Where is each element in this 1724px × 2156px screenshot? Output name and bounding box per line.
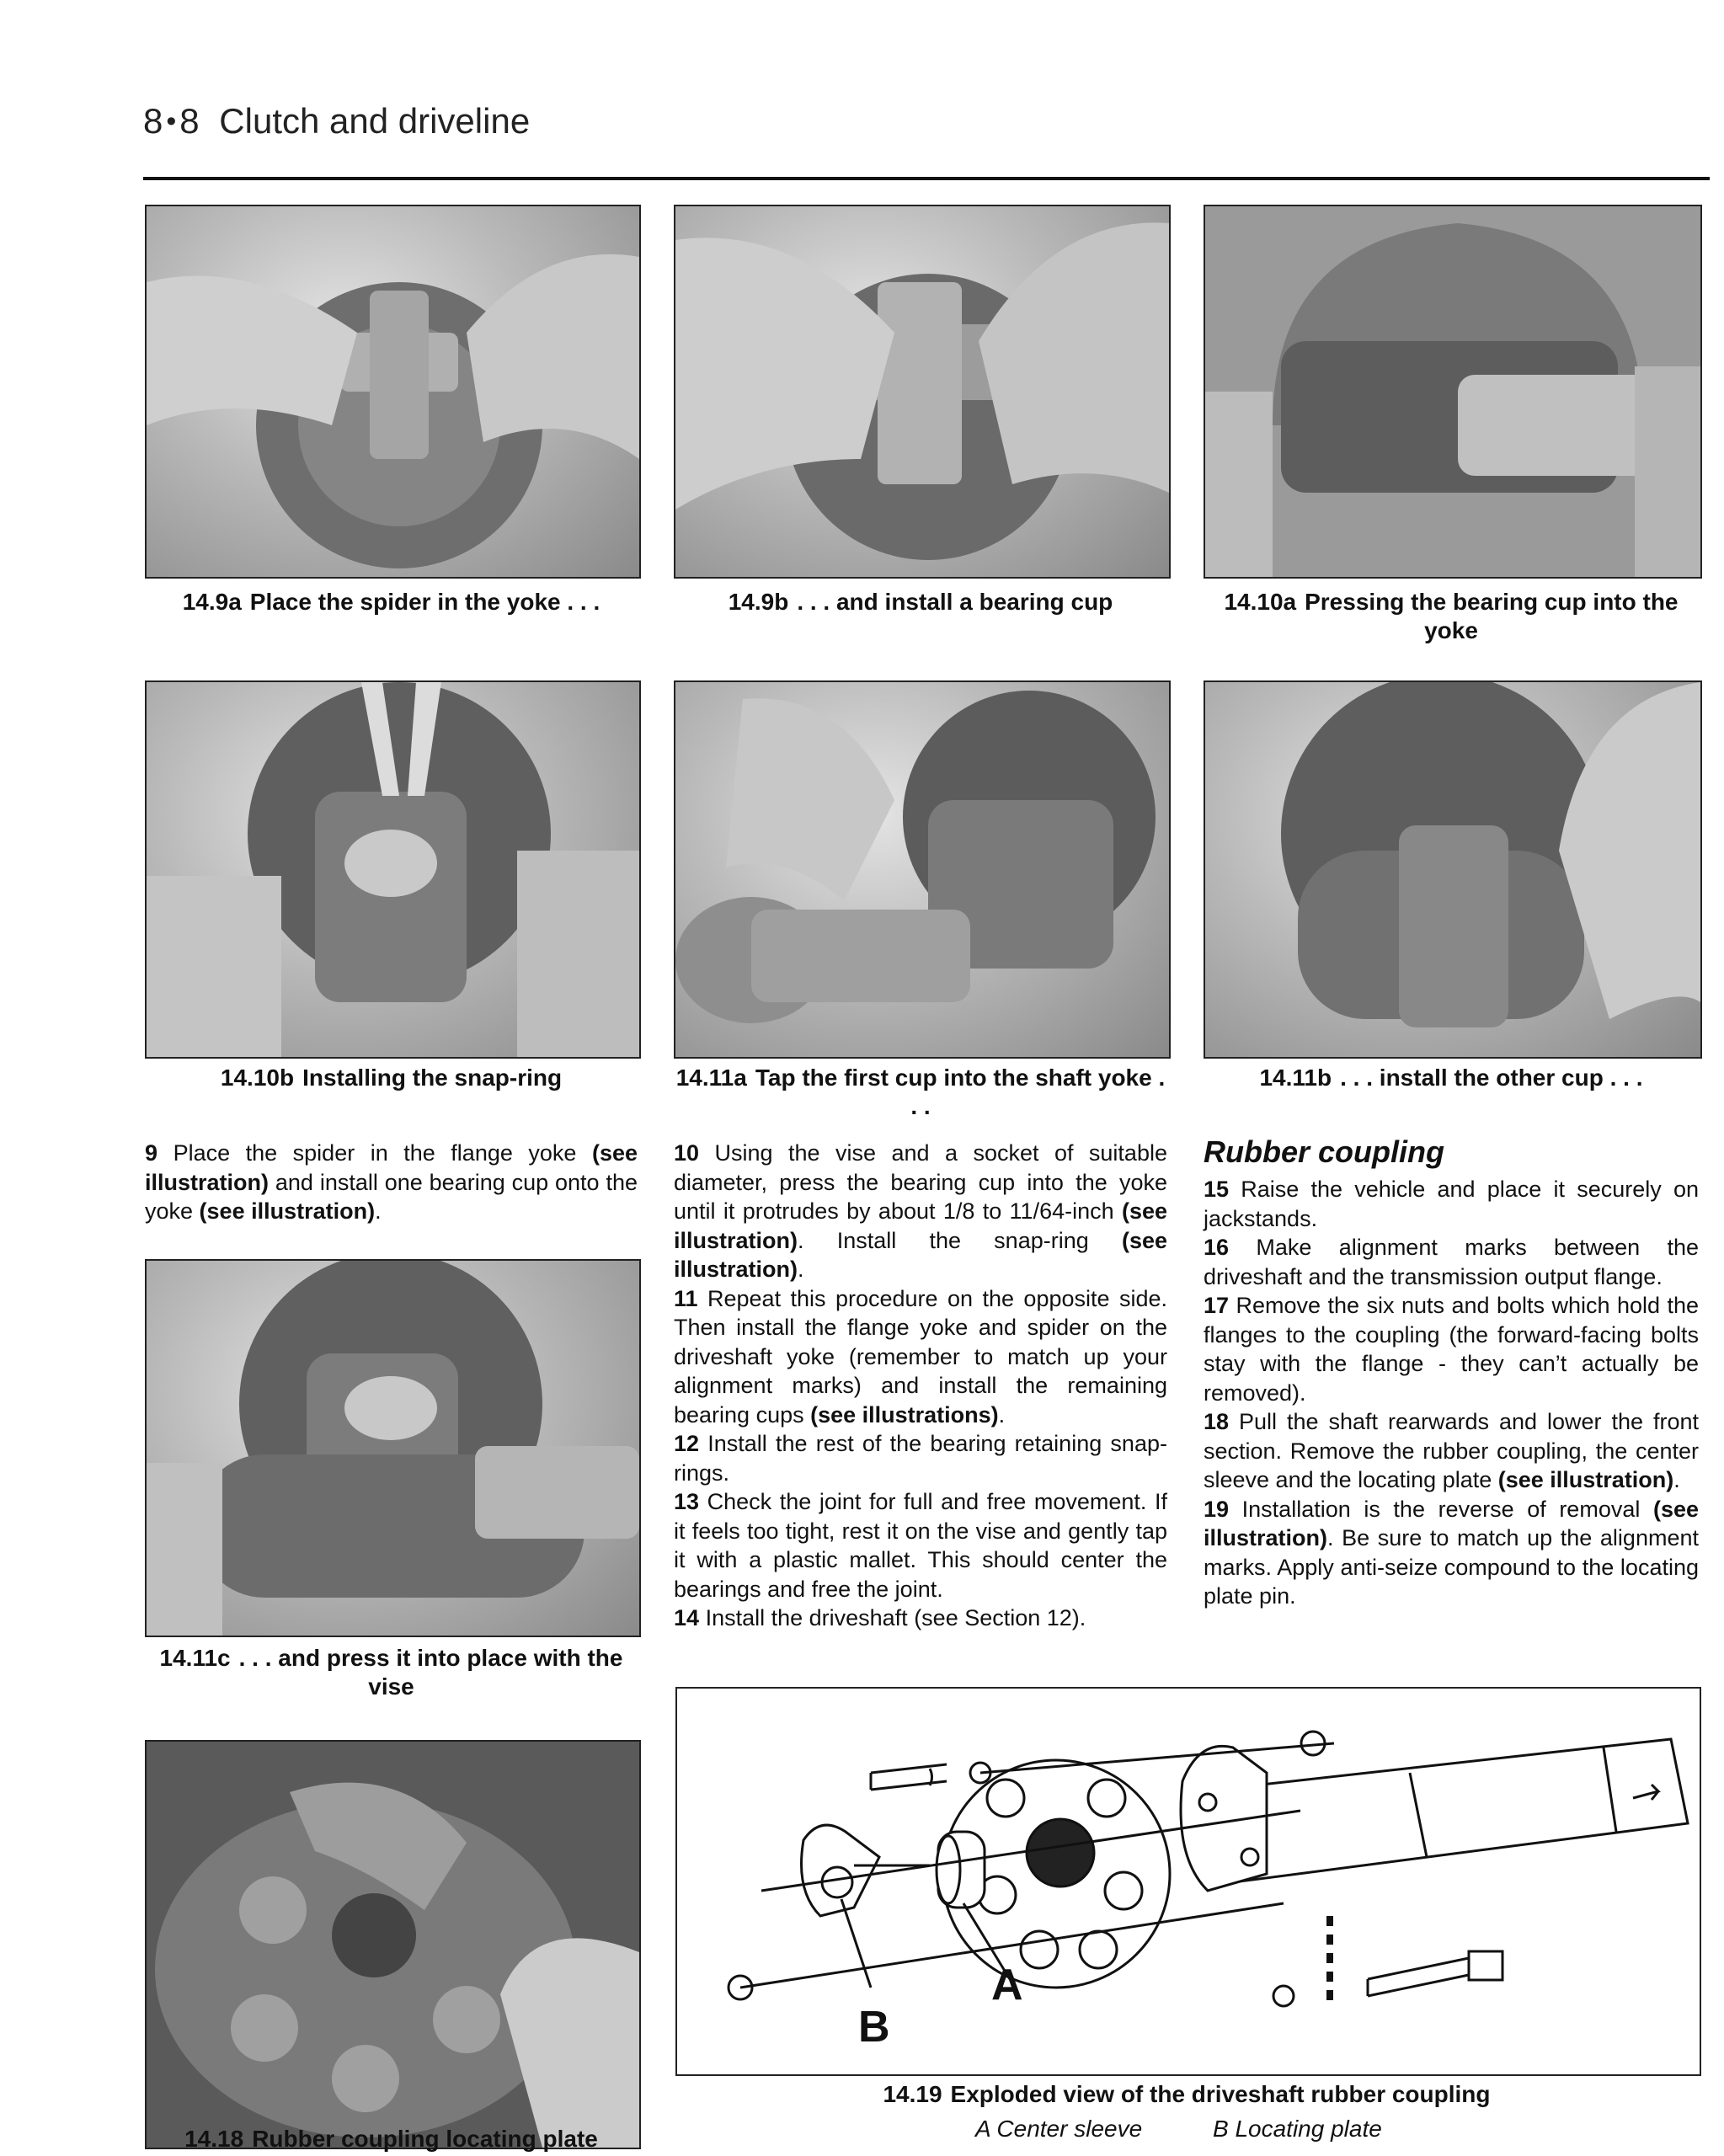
exploded-view-drawing <box>677 1689 1700 2074</box>
step-number: 12 <box>674 1431 700 1456</box>
photo-illustration <box>1205 682 1700 1057</box>
caption-14-10a <box>1204 588 1699 645</box>
step-19 <box>1204 1495 1699 1611</box>
step-number: 13 <box>674 1489 700 1514</box>
step-12 <box>674 1429 1167 1487</box>
photo-illustration <box>675 206 1169 577</box>
step-ref: (see illustration) <box>1497 1467 1674 1492</box>
figure-number: 14.19 <box>883 2081 942 2107</box>
step-text: Make alignment marks between the driveshaft and the transmission output flange. <box>1204 1235 1699 1289</box>
legend-locating-plate: B Locating plate <box>1213 2116 1382 2142</box>
caption-14-11a <box>674 1064 1167 1121</box>
photo-14-18 <box>145 1740 641 2149</box>
step-text: . Install the snap-ring <box>798 1227 1122 1253</box>
step-text: Repeat this procedure on the opposite side. Then install the flange yoke and spider on the driveshaft yoke (remember to match up your alignment marks) and install the remaining bearing cups <box>674 1285 1167 1428</box>
legend-center-sleeve: A Center sleeve <box>975 2116 1143 2142</box>
figure-caption: Pressing the bearing cup into the yoke <box>1305 589 1679 643</box>
step-text: . Be sure to match up the alignment marks. Apply anti-seize compound to the locating plate pin. <box>1204 1525 1699 1609</box>
caption-14-9a <box>145 588 638 616</box>
step-ref: (see illustration) <box>199 1198 376 1224</box>
photo-14-10a <box>1204 205 1702 579</box>
step-text: Install the driveshaft (see Section 12). <box>705 1605 1086 1630</box>
step-text: . <box>998 1401 1006 1428</box>
caption-14-11c <box>145 1644 638 1701</box>
figure-caption: Installing the snap-ring <box>302 1065 563 1091</box>
label-b: B <box>858 2003 890 2052</box>
step-ref: (see illustration) <box>145 1140 638 1195</box>
step-17 <box>1204 1291 1699 1407</box>
figure-caption: Tap the first cup into the shaft yoke . . . <box>755 1065 1166 1119</box>
section-title: Clutch and driveline <box>219 101 531 141</box>
figure-caption: . . . and install a bearing cup <box>797 589 1113 615</box>
step-ref: (see illustration) <box>1204 1496 1699 1550</box>
step-number: 17 <box>1204 1293 1230 1318</box>
step-number: 15 <box>1204 1177 1230 1202</box>
step-15 <box>1204 1175 1699 1233</box>
step-text: and install one bearing cup onto the yoke <box>145 1169 638 1224</box>
photo-illustration <box>147 206 639 577</box>
step-text: Remove the six nuts and bolts which hold the flanges to the coupling (the forward-facing bolts stay with the flange - they can’t actually be removed). <box>1204 1293 1699 1406</box>
figure-number: 14.11a <box>675 1065 747 1091</box>
photo-14-9a <box>145 205 641 579</box>
step-text: Installation is the reverse of removal <box>1241 1496 1653 1522</box>
photo-14-10b <box>145 680 641 1059</box>
figure-caption: . . . install the other cup . . . <box>1340 1065 1643 1091</box>
step-text: Pull the shaft rearwards and lower the front section. Remove the rubber coupling, the center sleeve and the locating plate <box>1204 1409 1699 1492</box>
step-number: 19 <box>1204 1496 1230 1522</box>
step-number: 14 <box>674 1605 700 1630</box>
step-number: 9 <box>145 1140 158 1166</box>
step-text: . <box>1673 1467 1680 1492</box>
caption-14-18 <box>145 2125 638 2153</box>
step-number: 11 <box>674 1285 698 1311</box>
bullet-glyph: • <box>166 105 177 137</box>
figure-number: 14.9a <box>182 589 242 615</box>
step-16 <box>1204 1233 1699 1291</box>
subheading-rubber-coupling: Rubber coupling <box>1204 1134 1444 1169</box>
figure-number: 14.18 <box>184 2126 244 2152</box>
step-ref: (see illustration) <box>674 1198 1167 1253</box>
figure-caption: . . . and press it into place with the vise <box>238 1645 623 1700</box>
step-18 <box>1204 1407 1699 1495</box>
photo-illustration <box>675 682 1169 1057</box>
step-text: Install the rest of the bearing retaining snap-rings. <box>674 1431 1167 1486</box>
step-number: 18 <box>1204 1409 1230 1434</box>
photo-illustration <box>147 682 639 1057</box>
photo-14-11b <box>1204 680 1702 1059</box>
step-number: 10 <box>674 1140 700 1166</box>
step-ref: (see illustration) <box>674 1227 1167 1282</box>
photo-illustration <box>147 1261 639 1636</box>
label-a: A <box>991 1961 1023 2009</box>
figure-number: 14.10b <box>220 1065 295 1091</box>
step-text: Raise the vehicle and place it securely on jackstands. <box>1204 1177 1699 1231</box>
photo-illustration <box>1205 206 1700 577</box>
photo-14-11c <box>145 1259 641 1637</box>
caption-14-11b <box>1204 1064 1699 1092</box>
photo-14-9b <box>674 205 1171 579</box>
caption-14-10b <box>145 1064 638 1092</box>
figure-number: 14.11b <box>1259 1065 1332 1091</box>
text-column-3 <box>1204 1133 1699 1611</box>
caption-14-19 <box>675 2080 1698 2109</box>
caption-14-9b <box>674 588 1167 616</box>
step-text: Check the joint for full and free movement. If it feels too tight, rest it on the vise and gently tap it with a plastic mallet. This should center the bearings and free the joint. <box>674 1489 1167 1602</box>
figure-number: 14.11c <box>159 1645 231 1671</box>
photo-14-11a <box>674 680 1171 1059</box>
figure-number: 14.9b <box>728 589 789 615</box>
page-header <box>143 101 530 141</box>
step-text: Place the spider in the flange yoke <box>173 1140 592 1166</box>
step-text: . <box>375 1198 382 1224</box>
page-subnumber: 8 <box>179 101 200 141</box>
step-11 <box>674 1284 1167 1430</box>
header-rule <box>143 177 1710 180</box>
step-13 <box>674 1487 1167 1604</box>
figure-caption: Exploded view of the driveshaft rubber coupling <box>950 2081 1491 2107</box>
figure-number: 14.10a <box>1224 589 1297 615</box>
step-ref: (see illustrations) <box>810 1401 999 1428</box>
step-number: 16 <box>1204 1235 1230 1260</box>
figure-caption: Place the spider in the yoke . . . <box>249 589 600 615</box>
text-column-1 <box>145 1139 638 1226</box>
page-number: 8 <box>143 101 163 141</box>
diagram-14-19 <box>675 1687 1701 2076</box>
figure-caption: Rubber coupling locating plate <box>252 2126 598 2152</box>
text-column-2 <box>674 1139 1167 1633</box>
step-text: . <box>798 1257 804 1282</box>
step-9 <box>145 1139 638 1226</box>
step-10 <box>674 1139 1167 1284</box>
step-14 <box>674 1604 1167 1633</box>
step-text: Using the vise and a socket of suitable diameter, press the bearing cup into the yoke until it protrudes by about 1/8 to 11/64-inch <box>674 1140 1167 1224</box>
photo-illustration <box>147 1742 639 2148</box>
